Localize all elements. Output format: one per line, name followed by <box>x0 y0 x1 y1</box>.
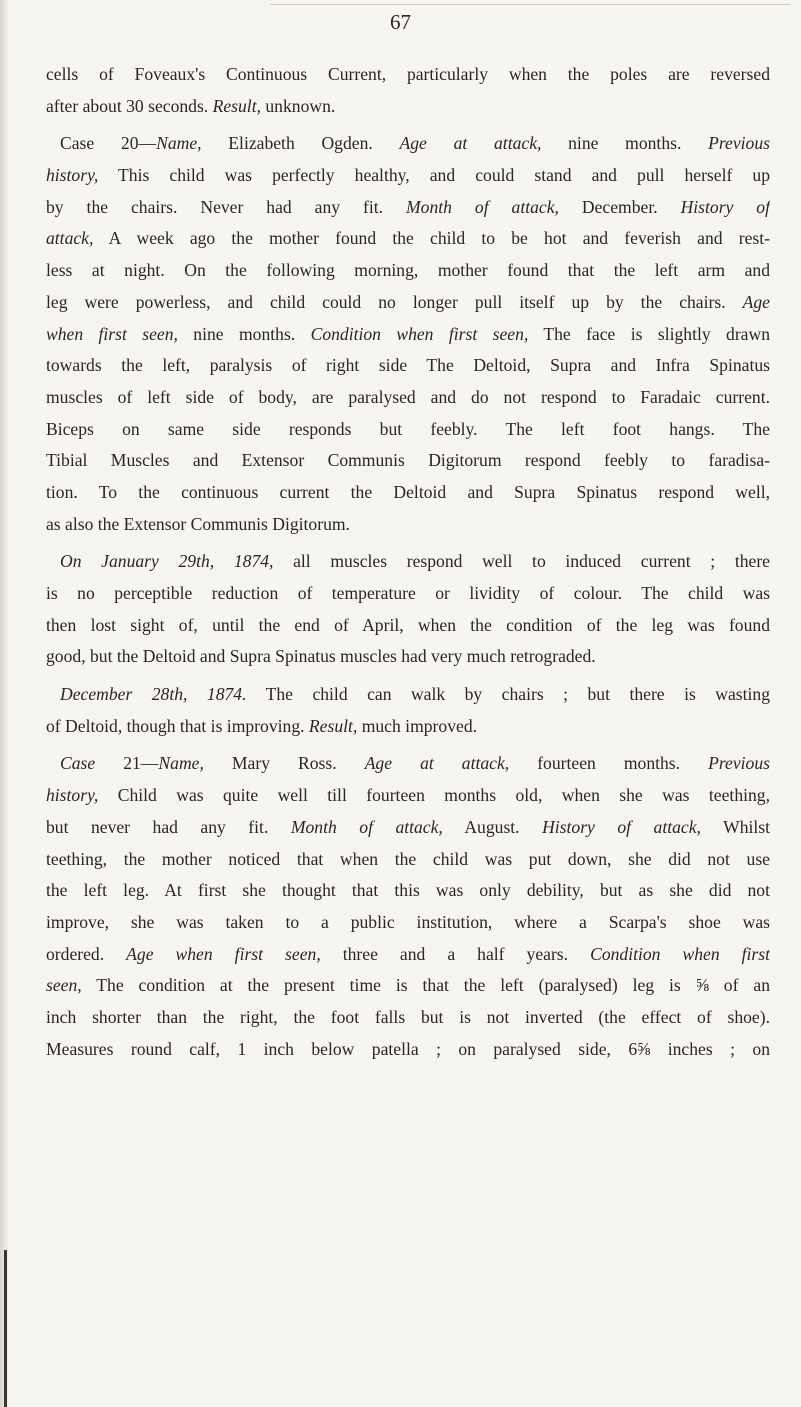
text-line <box>46 711 770 743</box>
text-run: by the chairs. Never had any fit. <box>46 196 407 217</box>
text-run: 20— <box>94 133 157 154</box>
text-run: is no perceptible reduction of temperature or lividity of colour. The child was <box>46 583 770 603</box>
text-line <box>46 287 770 319</box>
italic-run: seen, <box>46 975 82 996</box>
text-line <box>46 128 770 160</box>
italic-run: Previous <box>708 133 770 154</box>
text-line <box>46 780 770 812</box>
text-run: Measures round calf, 1 inch below patella ; on paralysed side, 6⅝ inches ; on <box>46 1038 770 1059</box>
text-line <box>46 812 770 844</box>
page-edge <box>0 0 8 1407</box>
page-number: 67 <box>390 10 411 34</box>
text-line <box>46 939 770 971</box>
italic-run: attack, <box>46 228 94 249</box>
text-run: Case <box>60 133 95 154</box>
italic-run: Age when first seen, <box>126 943 321 964</box>
text-run: The child can walk by chairs ; but there is wasting <box>246 684 770 705</box>
text-line <box>46 679 770 711</box>
text-line <box>46 319 770 351</box>
text-run: all muscles respond well to induced current ; there <box>273 551 770 572</box>
text-run: Child was quite well till fourteen months old, when she was teething, <box>98 785 770 806</box>
text-run: Mary Ross. <box>203 753 365 774</box>
italic-run: December 28th, 1874. <box>60 684 247 705</box>
italic-run: Age at attack, <box>364 753 510 774</box>
text-run: tion. To the continuous current the Deltoid and Supra Spinatus respond well, <box>46 481 770 502</box>
text-run: but never had any fit. <box>46 816 291 837</box>
text-run: 21— <box>95 753 159 774</box>
binding-gutter-line <box>4 1250 7 1407</box>
text-run: then lost sight of, until the end of April, when the condition of the leg was found <box>46 614 770 635</box>
text-run: improve, she was taken to a public institution, where a Scarpa's shoe was <box>46 911 770 932</box>
text-run: A week ago the mother found the child to be hot and feverish and rest- <box>93 228 770 249</box>
text-line <box>46 477 770 509</box>
text-line <box>46 610 770 642</box>
text-line <box>46 255 770 287</box>
text-run: August. <box>442 816 543 837</box>
text-line <box>46 382 770 414</box>
text-run: The face is slightly drawn <box>528 323 770 344</box>
text-line <box>46 414 770 446</box>
italic-run: Result, <box>212 95 261 116</box>
italic-run: Result, <box>308 715 358 736</box>
italic-run: Month of attack, <box>290 816 443 837</box>
text-line <box>46 1034 770 1066</box>
text-run: muscles of left side of body, are paralysed and do not respond to Faradaic current. <box>46 386 770 407</box>
italic-run: History of <box>680 196 770 217</box>
italic-run: Condition when first seen, <box>310 323 529 344</box>
text-run: nine months. <box>177 323 311 344</box>
text-line <box>46 509 770 541</box>
italic-run: Age <box>742 291 770 312</box>
text-line <box>46 223 770 255</box>
text-run: Biceps on same side responds but feebly. The left foot hangs. The <box>46 418 770 439</box>
text-run: fourteen months. <box>509 753 709 774</box>
italic-run: history, <box>46 785 99 806</box>
text-line <box>46 1002 770 1034</box>
text-run: The condition at the present time is that the left (paralysed) leg is ⅝ of an <box>81 975 770 996</box>
italic-run: Case <box>60 753 96 774</box>
text-run: December. <box>558 196 681 217</box>
text-run: much improved. <box>357 715 478 736</box>
text-line <box>46 160 770 192</box>
text-line <box>46 970 770 1002</box>
text-line <box>46 578 770 610</box>
text-run: less at night. On the following morning, mother found that the left arm and <box>46 260 770 281</box>
text-run: ordered. <box>46 943 127 964</box>
italic-run: Name, <box>158 753 204 774</box>
italic-run: History of attack, <box>542 816 701 837</box>
italic-run: Month of attack, <box>406 196 559 217</box>
italic-run: Age at attack, <box>399 133 542 154</box>
text-line <box>46 445 770 477</box>
text-line <box>46 546 770 578</box>
text-line <box>46 192 770 224</box>
text-run: cells of Foveaux's Continuous Current, particularly when the poles are reversed <box>46 64 770 84</box>
text-run: leg were powerless, and child could no longer pull itself up by the chairs. <box>46 291 743 312</box>
text-run: towards the left, paralysis of right side The Deltoid, Supra and Infra Spinatus <box>46 355 770 376</box>
text-run: good, but the Deltoid and Supra Spinatus muscles had very much retrograded. <box>46 646 596 667</box>
text-run: This child was perfectly healthy, and could stand and pull herself up <box>98 165 770 186</box>
text-run: unknown. <box>260 95 336 116</box>
text-run: Tibial Muscles and Extensor Communis Digitorum respond feebly to faradisa- <box>46 450 770 471</box>
text-run: after about 30 seconds. <box>46 95 213 116</box>
text-run: nine months. <box>541 133 709 154</box>
text-line <box>46 641 770 673</box>
italic-run: On January 29th, 1874, <box>60 551 274 572</box>
top-rule <box>270 4 790 5</box>
text-run: the left leg. At first she thought that this was only debility, but as she did not <box>46 880 770 901</box>
text-run: Elizabeth Ogden. <box>201 133 400 154</box>
text-line <box>46 748 770 780</box>
text-line <box>46 907 770 939</box>
text-run: as also the Extensor Communis Digitorum. <box>46 513 350 534</box>
text-run: Whilst <box>700 816 770 837</box>
italic-run: Name, <box>156 133 202 154</box>
text-run: of Deltoid, though that is improving. <box>46 715 309 736</box>
text-line <box>46 59 770 91</box>
text-run: teething, the mother noticed that when the child was put down, she did not use <box>46 848 770 869</box>
italic-run: when first seen, <box>46 323 178 344</box>
italic-run: Previous <box>708 753 770 774</box>
text-line <box>46 875 770 907</box>
text-line <box>46 91 770 123</box>
text-line <box>46 844 770 876</box>
body-text <box>46 59 770 1065</box>
text-run: inch shorter than the right, the foot falls but is not inverted (the effect of shoe). <box>46 1006 770 1027</box>
text-line <box>46 350 770 382</box>
italic-run: Condition when first <box>590 943 770 964</box>
italic-run: history, <box>46 165 99 186</box>
text-run: three and a half years. <box>320 943 591 964</box>
